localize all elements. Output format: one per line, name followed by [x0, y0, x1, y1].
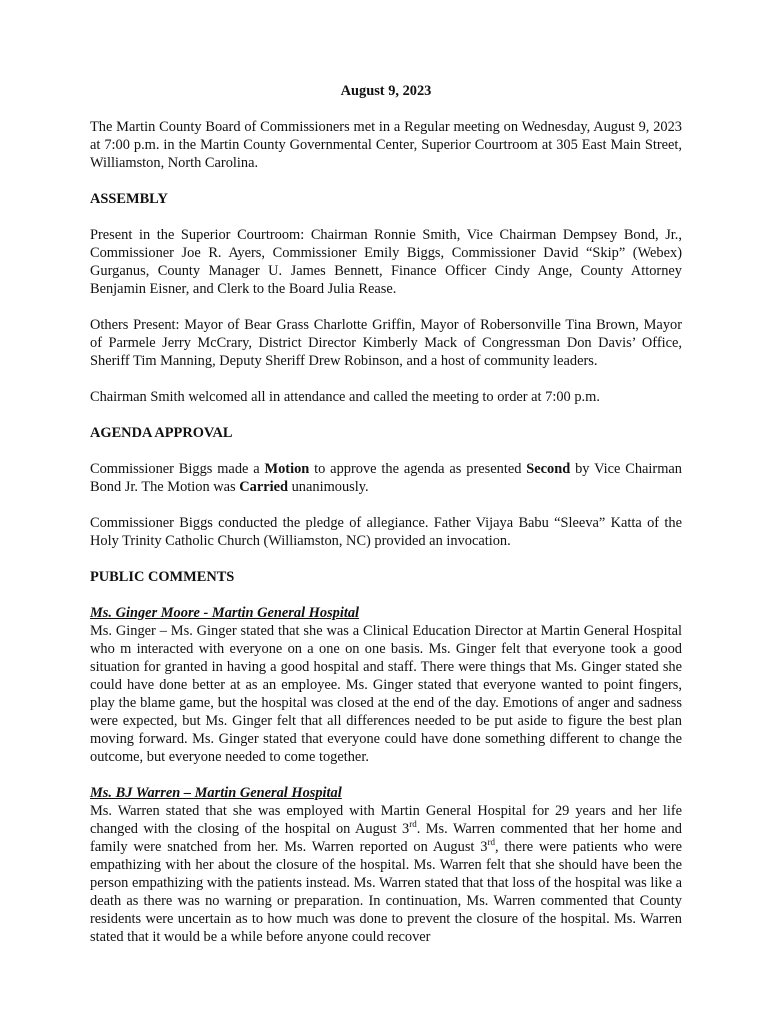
motion-text: to approve the agenda as presented — [309, 461, 527, 477]
comment-text: , there were patients who were empathizing with her about the closure of the hospital. Ms. Warren felt that she should have been the person empathizing with the patients instead. Ms. Warren stated that that loss of the hospital was like a death as there was no warning or preparation. In continuation, Ms. Warren commented that County residents were uncertain as to how much was done to prevent the closure of the hospital. Ms. Warren stated that it would be a while before anyone could recover — [90, 839, 682, 945]
carried-keyword: Carried — [239, 479, 289, 495]
motion-text: by Vice Chairman Bond Jr. The Motion was — [90, 461, 682, 495]
speaker-name: Ms. Ginger Moore - Martin General Hospital — [90, 605, 360, 621]
intro-paragraph: The Martin County Board of Commissioners met in a Regular meeting on Wednesday, August 9, 2023 at 7:00 p.m. in the Martin County Governmental Center, Superior Courtroom at 305 East Main Street, Williamston, North Carolina. — [90, 119, 682, 171]
motion-text: Commissioner Biggs made a — [90, 461, 265, 477]
speaker-block-bj-warren — [90, 784, 682, 946]
public-comments-heading: PUBLIC COMMENTS — [90, 569, 235, 585]
motion-keyword: Motion — [264, 461, 310, 477]
present-paragraph: Present in the Superior Courtroom: Chairman Ronnie Smith, Vice Chairman Dempsey Bond, Jr., Commissioner Joe R. Ayers, Commissioner Emily Biggs, Commissioner David “Skip” (Webex) Gurganus, County Manager U. James Bennett, Finance Officer Cindy Ange, County Attorney Benjamin Eisner, and Clerk to the Board Julia Rease. — [90, 227, 682, 297]
agenda-approval-heading: AGENDA APPROVAL — [90, 425, 233, 441]
speaker-comment — [90, 802, 682, 946]
motion-text: unanimously. — [288, 479, 369, 495]
comment-text: . Ms. Warren commented that her home and family were snatched from her. Ms. Warren reported on August 3 — [90, 821, 683, 855]
motion-paragraph — [90, 460, 682, 496]
welcome-paragraph: Chairman Smith welcomed all in attendance and called the meeting to order at 7:00 p.m. — [90, 389, 600, 405]
pledge-paragraph: Commissioner Biggs conducted the pledge of allegiance. Father Vijaya Babu “Sleeva” Katta of the Holy Trinity Catholic Church (Williamston, NC) provided an invocation. — [90, 515, 682, 549]
minutes-page — [90, 82, 682, 964]
speaker-name: Ms. BJ Warren – Martin General Hospital — [90, 785, 342, 801]
speaker-block-ginger-moore — [90, 604, 682, 766]
second-keyword: Second — [526, 461, 571, 477]
speaker-comment: Ms. Ginger – Ms. Ginger stated that she was a Clinical Education Director at Martin General Hospital who m interacted with everyone on a one on one basis. Ms. Ginger felt that everyone took a good situation for granted in having a good hospital and staff. There were things that Ms. Ginger stated she could have done better at as an employee. Ms. Ginger stated that everyone wanted to point fingers, play the blame game, but the hospital was closed at the end of the day. Emotions of anger and sadness were expected, but Ms. Ginger felt that all differences needed to be put aside to figure the best plan moving forward. Ms. Ginger stated that everyone could have done something different to change the outcome, but everyone needed to come together. — [90, 623, 682, 765]
ordinal-suffix: rd — [487, 837, 495, 848]
comment-text: Ms. Warren stated that she was employed with Martin General Hospital for 29 years and her life changed with the closing of the hospital on August 3 — [90, 803, 682, 837]
others-present-paragraph: Others Present: Mayor of Bear Grass Charlotte Griffin, Mayor of Robersonville Tina Brown, Mayor of Parmele Jerry McCrary, District Director Kimberly Mack of Congressman Don Davis’ Office, Sheriff Tim Manning, Deputy Sheriff Drew Robinson, and a host of community leaders. — [90, 317, 682, 369]
assembly-heading: ASSEMBLY — [90, 191, 168, 207]
meeting-date: August 9, 2023 — [340, 83, 432, 99]
ordinal-suffix: rd — [409, 819, 417, 830]
